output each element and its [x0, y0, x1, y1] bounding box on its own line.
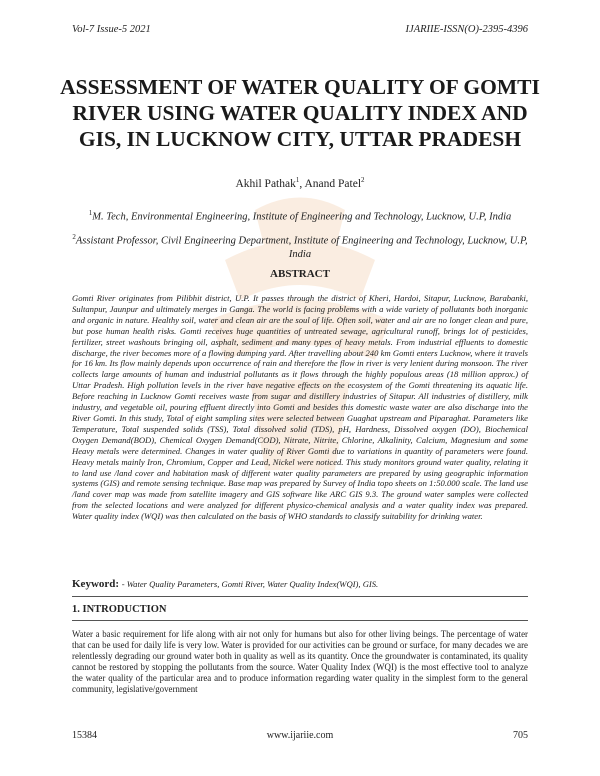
paper-title: ASSESSMENT OF WATER QUALITY OF GOMTI RIVER USING WATER QUALITY INDEX AND GIS, IN LUCKNOW CITY, UTTAR PRADESH	[60, 75, 540, 151]
affiliation-marker: 2	[72, 233, 76, 241]
affiliation-text: M. Tech, Environmental Engineering, Institute of Engineering and Technology, Lucknow, U.P, India	[92, 211, 512, 223]
footer-paper-id: 15384	[72, 730, 97, 741]
affiliation-text: Assistant Professor, Civil Engineering Department, Institute of Engineering and Technology, Lucknow, U.P, India	[75, 235, 528, 260]
affiliation-2	[72, 231, 528, 261]
author-affiliation-marker: 1	[295, 176, 300, 184]
abstract-body: Gomti River originates from Pilibhit district, U.P. It passes through the district of Kheri, Hardoi, Sitapur, Lucknow, Barabanki, Sultanpur, Jaunpur and ultimately merges in Ganga. The world is facing problems with a wide variety of pollutants both inorganic and organic in nature. Healthy soil, water and clean air are the soul of life. Often soil, water and air are no longer clean and pure, but pose human health risks. Gomti receives huge quantities of untreated sewage, agricultural runoff, brings lot of pesticides, fertilizer, street washouts bringing oil, asphalt, sediment and many types of heavy metals. From industrial effluents to domestic discharge, the river becomes more of a flowing dumping yard. After travelling about 240 km Gomti enters Lucknow, where it travels for 16 km. Its flow mainly depends upon occurrence of rain and therefore the flow in river is very lenient during monsoon. The river collects large amounts of human and industrial pollutants as it flows through the highly populous areas (18 million approx.) of Uttar Pradesh. High pollution levels in the river have negative effects on the ecosystem of the Gomti threatening its aquatic life. Before reaching in Lucknow Gomti receives waste from sugar and distillery industries of Sitapur. All industries of distillery, milk industry, and vegetable oil, pouring effluent directly into Gomti and besides this domestic waste water are also discharge into the River Gomti. In this study, Total of eight sampling sites were selected between Guaghat upstream and Piparaghat. Parameters like Temperature, Total suspended solids (TSS), Total dissolved solid (TDS), pH, Hardness, Dissolved oxygen (DO), Biochemical Oxygen Demand(BOD), Chemical Oxygen Demand(COD), Nitrate, Nitrite, Chlorine, Alkalinity, Calcium, Magnesium and some Heavy metals were determined. Changes in water quality of River Gomti due to variations in quantity of parameters were found. Heavy metals mainly Iron, Chromium, Copper and Lead, Nickel were noticed. This study monitors ground water quality, relating it to land use /land cover and habitation mask of different water quality parameters are prepared by using geographic information systems (GIS) and remote sensing technique. Base map was prepared by Survey of India topo sheets on 1:50.000 scale. The land use /land cover map was made from satellite imagery and GIS software like ARC GIS 9.3. The ground water samples were collected from the selected locations and were analyzed for different physico-chemical analysis and a water quality index was prepared. Water quality index (WQI) was then calculated on the basis of WHO standards to classify suitability for drinking water.	[72, 293, 528, 522]
abstract-heading: ABSTRACT	[270, 268, 330, 280]
affiliation-1	[72, 207, 528, 224]
author-list	[0, 176, 600, 190]
affiliation-marker: 1	[88, 209, 93, 217]
keywords-label: Keyword:	[72, 578, 122, 590]
keywords-line	[72, 578, 528, 590]
journal-volume-issue: Vol-7 Issue-5 2021	[72, 24, 151, 35]
author-affiliation-marker: 2	[361, 176, 365, 184]
introduction-body: Water a basic requirement for life along with air not only for humans but also for other living beings. The percentage of water that can be used for daily life is very low. Water is provided for our activities can be ground or surface, for many decades we are relentlessly degrading our ground water both in quality as well as its quantity. Once the groundwater is contaminated, its quality cannot be restored by stopping the pollutants from the source. Water Quality Index (WQI) is the most effective tool to analyze the water quality of the particular area and to produce information regarding water quality in the simplest form to the general community, legislative/government	[72, 629, 528, 695]
author-name: Akhil Pathak	[235, 177, 296, 190]
section-divider	[72, 596, 528, 597]
keywords-text: - Water Quality Parameters, Gomti River, Water Quality Index(WQI), GIS.	[121, 579, 379, 589]
journal-issn: IJARIIE-ISSN(O)-2395-4396	[405, 24, 528, 35]
author-separator: ,	[299, 177, 305, 190]
author-name: Anand Patel	[304, 177, 362, 190]
introduction-heading: 1. INTRODUCTION	[72, 604, 167, 615]
footer-website: www.ijariie.com	[266, 730, 334, 741]
section-divider	[72, 620, 528, 621]
footer-page-number: 705	[513, 730, 528, 741]
